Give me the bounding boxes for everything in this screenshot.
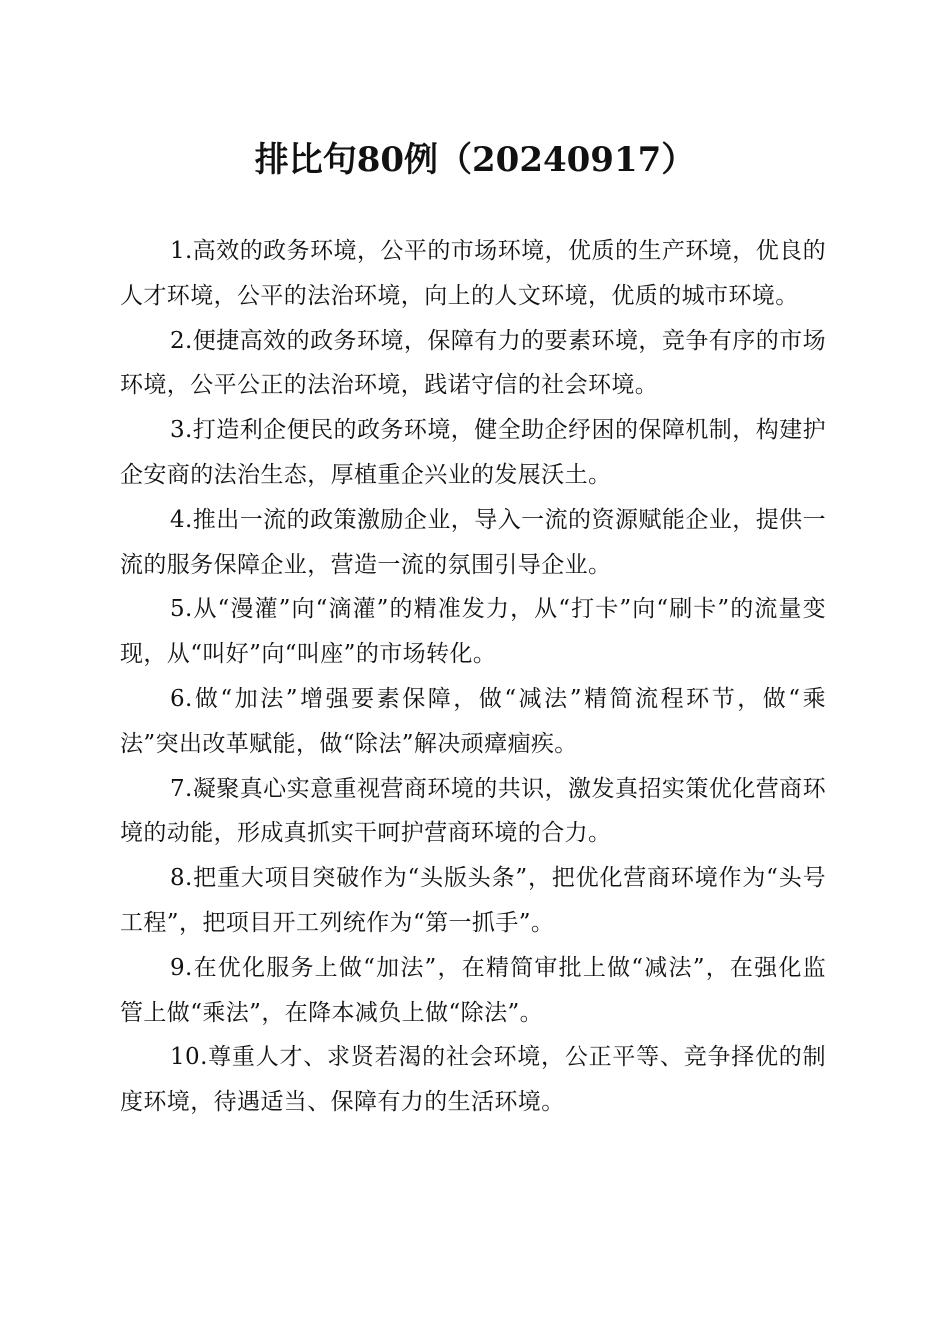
paragraph-3: 3.打造利企便民的政务环境，健全助企纾困的保障机制，构建护企安商的法治生态，厚植重企兴业的发展沃土。 xyxy=(120,417,826,488)
paragraph-6: 6.做“加法”增强要素保障，做“减法”精简流程环节，做“乘法”突出改革赋能，做“除法”解决顽瘴痼疾。 xyxy=(120,685,826,757)
document-title: 排比句80例（20240917） xyxy=(254,140,696,180)
paragraph-10: 10.尊重人才、求贤若渴的社会环境，公正平等、竞争择优的制度环境，待遇适当、保障有力的生活环境。 xyxy=(120,1044,826,1116)
paragraph-1: 1.高效的政务环境，公平的市场环境，优质的生产环境，优良的人才环境，公平的法治环境，向上的人文环境，优质的城市环境。 xyxy=(120,238,826,309)
paragraph-4: 4.推出一流的政策激励企业，导入一流的资源赋能企业，提供一流的服务保障企业，营造一流的氛围引导企业。 xyxy=(120,506,826,578)
paragraph-5: 5.从“漫灌”向“滴灌”的精准发力，从“打卡”向“刷卡”的流量变现，从“叫好”向“叫座”的市场转化。 xyxy=(120,596,826,668)
paragraph-8: 8.把重大项目突破作为“头版头条”，把优化营商环境作为“头号工程”，把项目开工列统作为“第一抓手”。 xyxy=(120,865,826,936)
document-body xyxy=(120,229,826,1125)
paragraph-2: 2.便捷高效的政务环境，保障有力的要素环境，竞争有序的市场环境，公平公正的法治环境，践诺守信的社会环境。 xyxy=(120,327,826,399)
paragraph-7: 7.凝聚真心实意重视营商环境的共识，激发真招实策优化营商环境的动能，形成真抓实干呵护营商环境的合力。 xyxy=(120,775,826,847)
paragraph-9: 9.在优化服务上做“加法”，在精简审批上做“减法”，在强化监管上做“乘法”，在降本减负上做“除法”。 xyxy=(120,954,826,1026)
